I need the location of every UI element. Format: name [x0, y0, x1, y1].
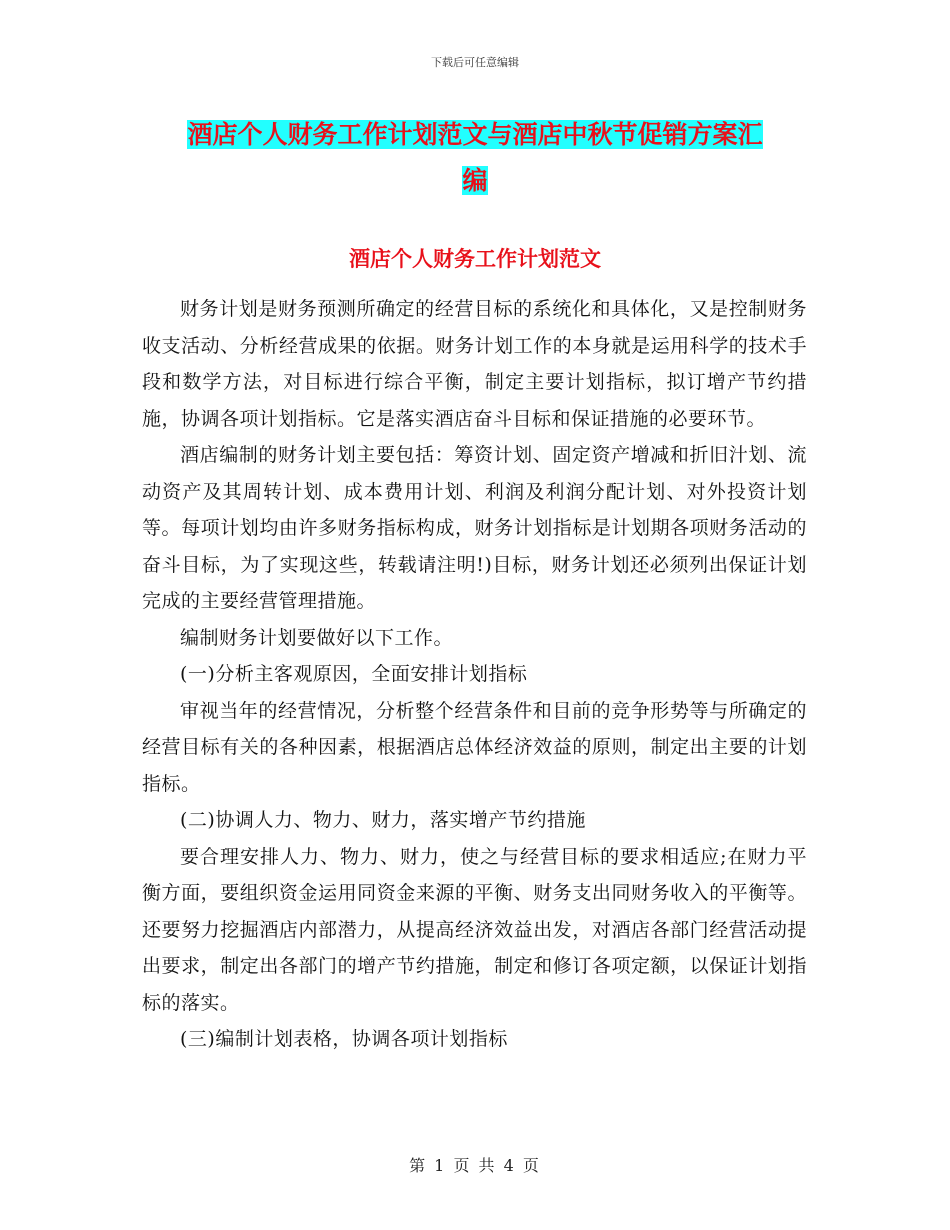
document-title	[140, 112, 810, 204]
subheading: (二)协调人力、物力、财力，落实增产节约措施	[180, 809, 586, 831]
subheading: (三)编制计划表格，协调各项计划指标	[180, 1028, 508, 1050]
paragraph: 财务计划是财务预测所确定的经营目标的系统化和具体化，又是控制财务收支活动、分析经营成果的依据。财务计划工作的本身就是运用科学的技术手段和数学方法，对目标进行综合平衡，制定主要计划指标，拟订增产节约措施，协调各项计划指标。它是落实酒店奋斗目标和保证措施的必要环节。	[142, 298, 807, 430]
subheading: (一)分析主客观原因，全面安排计划指标	[180, 663, 528, 685]
paragraph: 审视当年的经营情况，分析整个经营条件和目前的竞争形势等与所确定的经营目标有关的各种因素，根据酒店总体经济效益的原则，制定出主要的计划指标。	[142, 699, 807, 795]
document-body	[142, 291, 807, 1058]
section-title: 酒店个人财务工作计划范文	[349, 246, 601, 271]
document-title-line-1: 酒店个人财务工作计划范文与酒店中秋节促销方案汇	[187, 120, 763, 149]
paragraph: 酒店编制的财务计划主要包括：筹资计划、固定资产增减和折旧汁划、流动资产及其周转计划、成本费用计划、利润及利润分配计划、对外投资计划等。每项计划均由许多财务指标构成，财务计划指标是计划期各项财务活动的奋斗目标，为了实现这些，转载请注明!)目标，财务计划还必须列出保证计划完成的主要经营管理措施。	[142, 444, 807, 612]
paragraph: 要合理安排人力、物力、财力，使之与经营目标的要求相适应;在财力平衡方面，要组织资金运用同资金来源的平衡、财务支出同财务收入的平衡等。还要努力挖掘酒店内部潜力，从提高经济效益出发，对酒店各部门经营活动提出要求，制定出各部门的增产节约措施，制定和修订各项定额，以保证计划指标的落实。	[142, 845, 807, 1014]
document-title-line-2: 编	[462, 166, 488, 195]
paragraph: 编制财务计划要做好以下工作。	[180, 626, 454, 649]
page-number: 第 1 页 共 4 页	[409, 1156, 541, 1175]
page-header-note: 下载后可任意编辑	[431, 56, 519, 69]
